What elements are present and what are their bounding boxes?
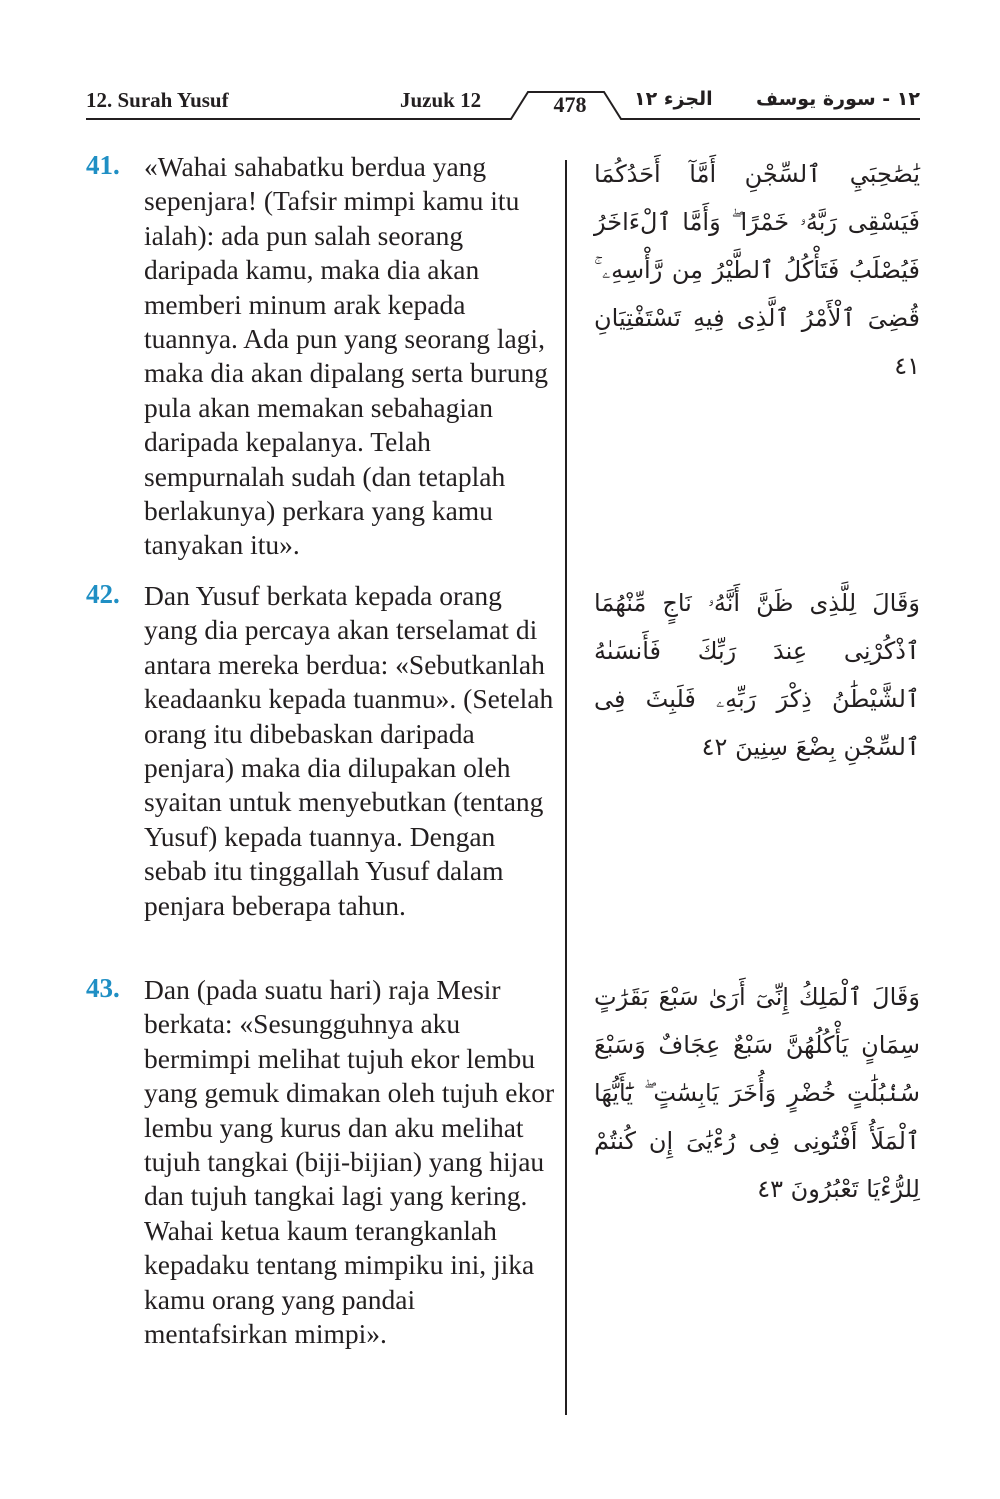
page-header: [86, 82, 920, 122]
verse-number: 41.: [86, 150, 120, 180]
verse-arabic: وَقَالَ ٱلْمَلِكُ إِنِّىٓ أَرَىٰ سَبْعَ بَقَرَٰتٍ سِمَانٍ يَأْكُلُهُنَّ سَبْعٌ عِجَافٌ وَسَبْعَ سُنۢبُلَٰتٍ خُضْرٍ وَأُخَرَ يَابِسَٰتٍ ۖ يَٰٓأَيُّهَا ٱلْمَلَأُ أَفْتُونِى فِى رُءْيَٰىَ إِن كُنتُمْ لِلرُّءْيَا تَعْبُرُونَ ٤٣: [594, 983, 920, 1203]
verse-arabic: وَقَالَ لِلَّذِى ظَنَّ أَنَّهُۥ نَاجٍ مِّنْهُمَا ٱذْكُرْنِى عِندَ رَبِّكَ فَأَنسَىٰهُ ٱلشَّيْطَٰنُ ذِكْرَ رَبِّهِۦ فَلَبِثَ فِى ٱلسِّجْنِ بِضْعَ سِنِينَ ٤٢: [594, 589, 920, 761]
column-divider: [565, 160, 567, 1415]
verse-translation: Dan (pada suatu hari) raja Mesir berkata: «Sesungguhnya aku bermimpi melihat tujuh ekor lembu yang gemuk dimakan oleh tujuh ekor lembu yang kurus dan aku melihat tujuh tangkai (biji-bijian) yang hijau dan tujuh tangkai lagi yang kering. Wahai ketua kaum terangkanlah kepadaku tentang mimpiku ini, jika kamu orang yang pandai mentafsirkan mimpi».: [144, 974, 555, 1350]
page-number: 478: [553, 92, 587, 117]
juz-label-arabic: الجزء ١٢: [634, 88, 713, 110]
surah-title-arabic: ١٢ - سورة يوسف: [755, 88, 920, 110]
verse-number: 42.: [86, 579, 120, 609]
verse-translation: Dan Yusuf berkata kepada orang yang dia percaya akan terselamat di antara mereka berdua: «Sebutkanlah keadaanku kepada tuanmu». (Setelah orang itu dibebaskan daripada penjara) maka dia dilupakan oleh syaitan untuk menyebutkan (tentang Yusuf) kepada tuannya. Dengan sebab itu tinggallah Yusuf dalam penjara beberapa tahun.: [144, 580, 554, 921]
verse-arabic: يَٰصَٰحِبَيِ ٱلسِّجْنِ أَمَّآ أَحَدُكُمَا فَيَسْقِى رَبَّهُۥ خَمْرًا ۖ وَأَمَّا ٱلْءَاخَرُ فَيُصْلَبُ فَتَأْكُلُ ٱلطَّيْرُ مِن رَّأْسِهِۦ ۚ قُضِىَ ٱلْأَمْرُ ٱلَّذِى فِيهِ تَسْتَفْتِيَانِ ٤١: [594, 160, 920, 380]
surah-title-latin: 12. Surah Yusuf: [86, 88, 229, 112]
juzuk-label: Juzuk 12: [400, 88, 482, 112]
verse-translation: «Wahai sahabatku berdua yang sepenjara! (Tafsir mimpi kamu itu ialah): ada pun salah seorang daripada kamu, maka dia akan memberi minum arak kepada tuannya. Ada pun yang seorang lagi, maka dia akan dipalang serta burung pula akan memakan sebahagian daripada kepalanya. Telah sempurnalah sudah (dan tetaplah berlakunya) perkara yang kamu tanyakan itu».: [144, 151, 548, 561]
verse-number: 43.: [86, 973, 120, 1003]
